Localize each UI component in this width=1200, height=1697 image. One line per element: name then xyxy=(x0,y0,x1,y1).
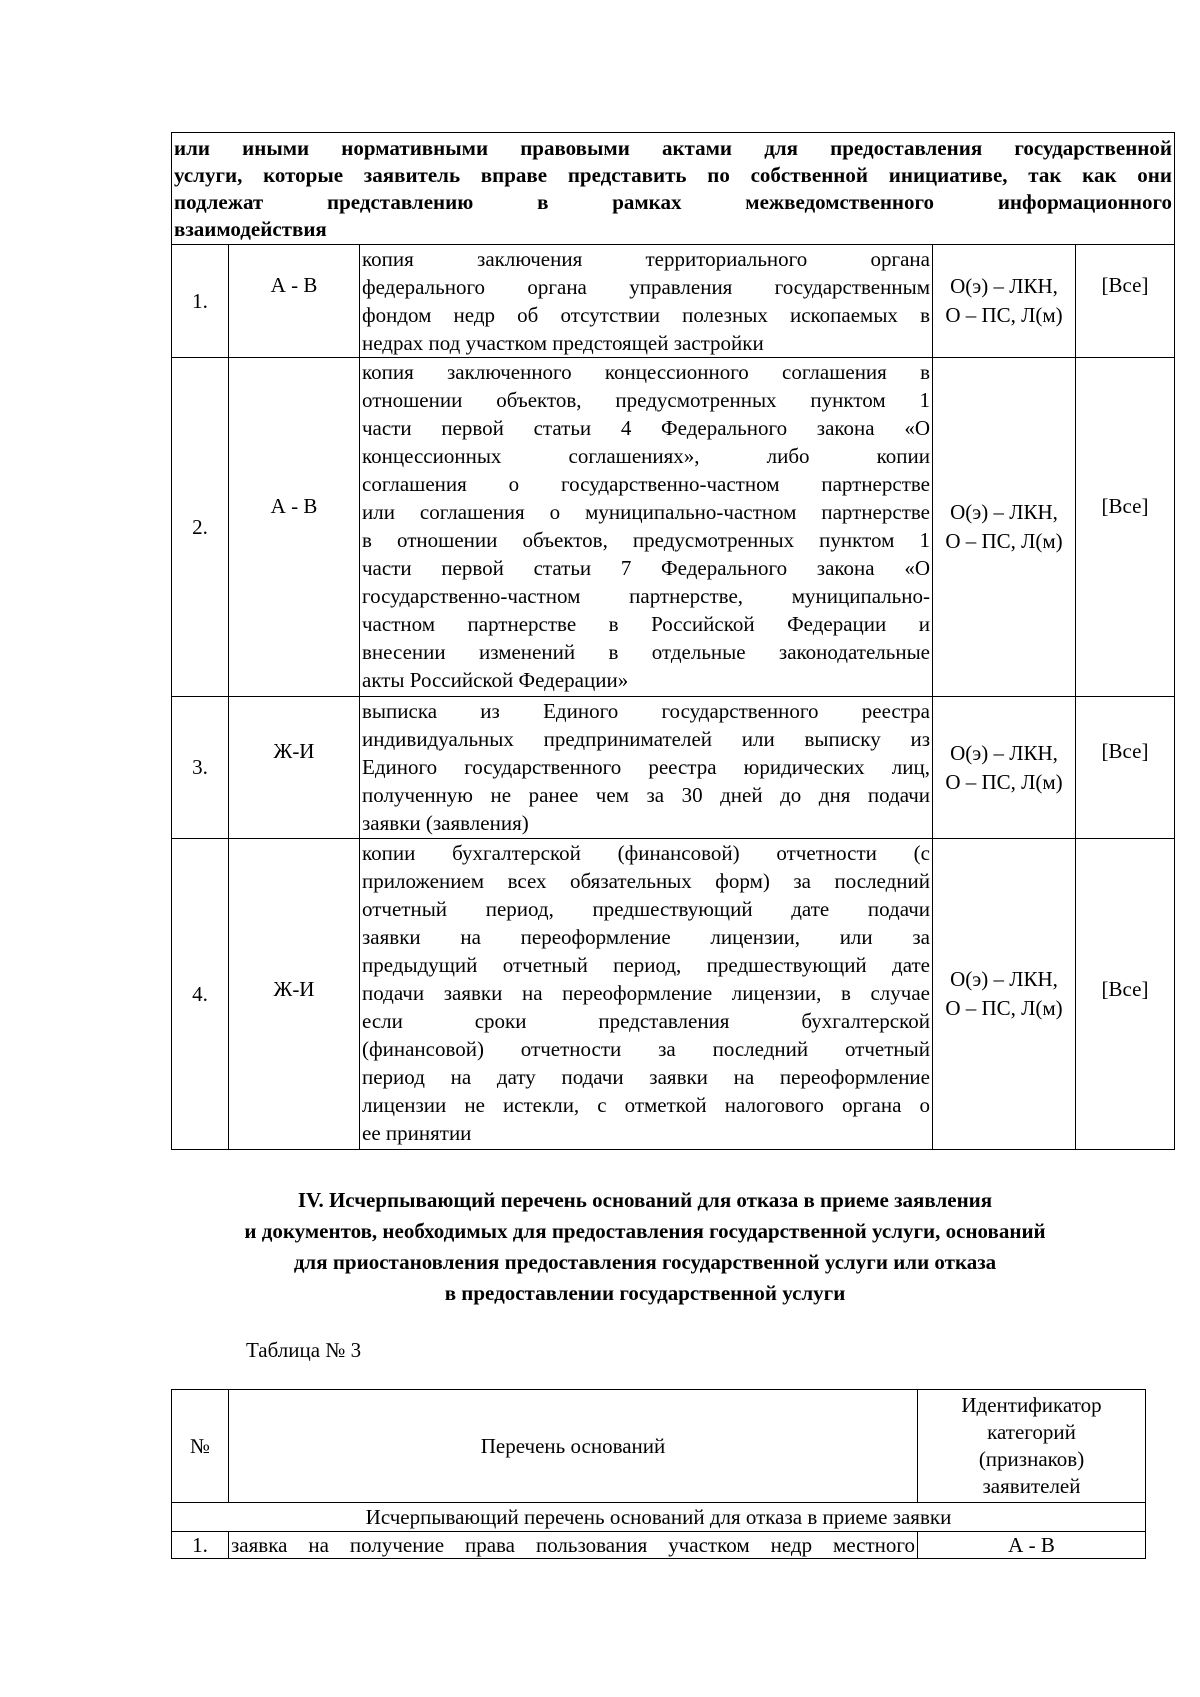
table-subheader: Исчерпывающий перечень оснований для отказа в приеме заявки xyxy=(172,1503,1146,1532)
description-line: в отношении объектов, предусмотренных пунктом 1 xyxy=(362,528,930,552)
row-method xyxy=(933,358,1076,697)
col-reasons-header: Перечень оснований xyxy=(229,1390,918,1503)
description-line: копия заключения территориального органа xyxy=(362,247,930,271)
row-description xyxy=(360,697,933,839)
description-line: или соглашения о муниципально-частном партнерстве xyxy=(362,500,930,524)
category-header-line: заявителей xyxy=(982,1474,1081,1498)
description-line: подачи заявки на переоформление лицензии, в случае xyxy=(362,981,930,1005)
description-line: копии бухгалтерской (финансовой) отчетности (с xyxy=(362,841,930,865)
method-line: О(э) – ЛКН, xyxy=(950,740,1058,765)
category-header-line: Идентификатор xyxy=(961,1393,1102,1417)
heading-line: IV. Исчерпывающий перечень оснований для отказа в приеме заявления xyxy=(297,1188,993,1212)
description-line: отношении объектов, предусмотренных пунктом 1 xyxy=(362,388,930,412)
row-scope: [Все] xyxy=(1076,839,1175,1150)
description-line: соглашения о государственно-частном партнерстве xyxy=(362,472,930,496)
description-line: период на дату подачи заявки на переоформление xyxy=(362,1065,930,1089)
description-line: заявки (заявления) xyxy=(362,811,529,835)
col-number-header: № xyxy=(172,1390,229,1503)
heading-line: в предоставлении государственной услуги xyxy=(444,1281,846,1305)
description-line: отчетный период, предшествующий дате подачи xyxy=(362,897,930,921)
table-header-cell xyxy=(172,133,1175,245)
description-line: Единого государственного реестра юридических лиц, xyxy=(362,755,930,779)
description-line: (финансовой) отчетности за последний отчетный xyxy=(362,1037,930,1061)
description-line: лицензии не истекли, с отметкой налогового органа о xyxy=(362,1093,930,1117)
table-header-row xyxy=(172,133,1175,245)
description-line: внесении изменений в отдельные законодательные xyxy=(362,640,930,664)
header-line: подлежат представлению в рамках межведомственного информационного xyxy=(174,190,1172,214)
row-description xyxy=(360,358,933,697)
header-line: взаимодействия xyxy=(174,217,327,241)
row-category: А - В xyxy=(918,1532,1146,1559)
table-header-row xyxy=(172,1390,1146,1503)
row-number: 1. xyxy=(172,1532,229,1559)
row-description: заявка на получение права пользования участком недр местного xyxy=(229,1532,918,1559)
row-scope: [Все] xyxy=(1076,697,1175,839)
table-row xyxy=(172,839,1175,1150)
description-line: полученную не ранее чем за 30 дней до дня подачи xyxy=(362,783,930,807)
method-line: О – ПС, Л(м) xyxy=(945,529,1063,553)
description-line: приложением всех обязательных форм) за последний xyxy=(362,869,930,893)
description-line: выписка из Единого государственного реестра xyxy=(362,699,930,723)
method-line: О – ПС, Л(м) xyxy=(945,303,1063,327)
row-number: 3. xyxy=(172,697,229,839)
description-line: части первой статьи 7 Федерального закона «О xyxy=(362,556,930,580)
heading-line: для приостановления предоставления государственной услуги или отказа xyxy=(293,1250,997,1274)
row-scope: [Все] xyxy=(1076,358,1175,697)
table-row xyxy=(172,245,1175,358)
documents-table xyxy=(171,132,1175,1150)
description-line: предыдущий отчетный период, предшествующий дате xyxy=(362,953,930,977)
row-method xyxy=(933,245,1076,358)
col-category-header xyxy=(918,1390,1146,1503)
table-caption: Таблица № 3 xyxy=(246,1338,362,1362)
method-line: О(э) – ЛКН, xyxy=(950,500,1058,524)
section-heading xyxy=(120,1185,1170,1309)
row-method xyxy=(933,697,1076,839)
row-number: 4. xyxy=(172,839,229,1150)
description-line: федерального органа управления государственным xyxy=(362,275,930,299)
description-line: государственно-частном партнерстве, муниципально- xyxy=(362,584,930,608)
description-line: недрах под участком предстоящей застройки xyxy=(362,331,764,355)
table-row xyxy=(172,358,1175,697)
row-number: 1. xyxy=(172,245,229,358)
method-line: О – ПС, Л(м) xyxy=(945,996,1063,1020)
description-line: заявки на переоформление лицензии, или за xyxy=(362,925,930,949)
description-line: акты Российской Федерации» xyxy=(362,668,629,692)
description-line: концессионных соглашениях», либо копии xyxy=(362,444,930,468)
row-method xyxy=(933,839,1076,1150)
row-number: 2. xyxy=(172,358,229,697)
description-line: фондом недр об отсутствии полезных ископаемых в xyxy=(362,303,930,327)
description-line: ее принятии xyxy=(362,1121,472,1145)
description-line: копия заключенного концессионного соглашения в xyxy=(362,360,930,384)
method-line: О(э) – ЛКН, xyxy=(950,967,1058,991)
heading-line: и документов, необходимых для предоставления государственной услуги, оснований xyxy=(244,1219,1046,1243)
method-line: О(э) – ЛКН, xyxy=(950,274,1058,298)
description-line: индивидуальных предпринимателей или выписку из xyxy=(362,727,930,751)
row-category: Ж-И xyxy=(229,697,360,839)
row-category: Ж-И xyxy=(229,839,360,1150)
table-row xyxy=(172,1532,1146,1559)
row-category: А - В xyxy=(229,245,360,358)
table-subheader-row xyxy=(172,1503,1146,1532)
description-line: если сроки представления бухгалтерской xyxy=(362,1009,930,1033)
row-description xyxy=(360,245,933,358)
description-line: частном партнерстве в Российской Федерации и xyxy=(362,612,930,636)
header-line: услуги, которые заявитель вправе представить по собственной инициативе, так как они xyxy=(174,163,1172,187)
reasons-table xyxy=(171,1389,1146,1559)
method-line: О – ПС, Л(м) xyxy=(945,769,1063,794)
row-description xyxy=(360,839,933,1150)
category-header-line: (признаков) xyxy=(978,1447,1085,1471)
table-row xyxy=(172,697,1175,839)
header-line: или иными нормативными правовыми актами для предоставления государственной xyxy=(174,136,1172,160)
row-scope: [Все] xyxy=(1076,245,1175,358)
category-header-line: категорий xyxy=(987,1420,1076,1444)
row-category: А - В xyxy=(229,358,360,697)
description-line: части первой статьи 4 Федерального закона «О xyxy=(362,416,930,440)
